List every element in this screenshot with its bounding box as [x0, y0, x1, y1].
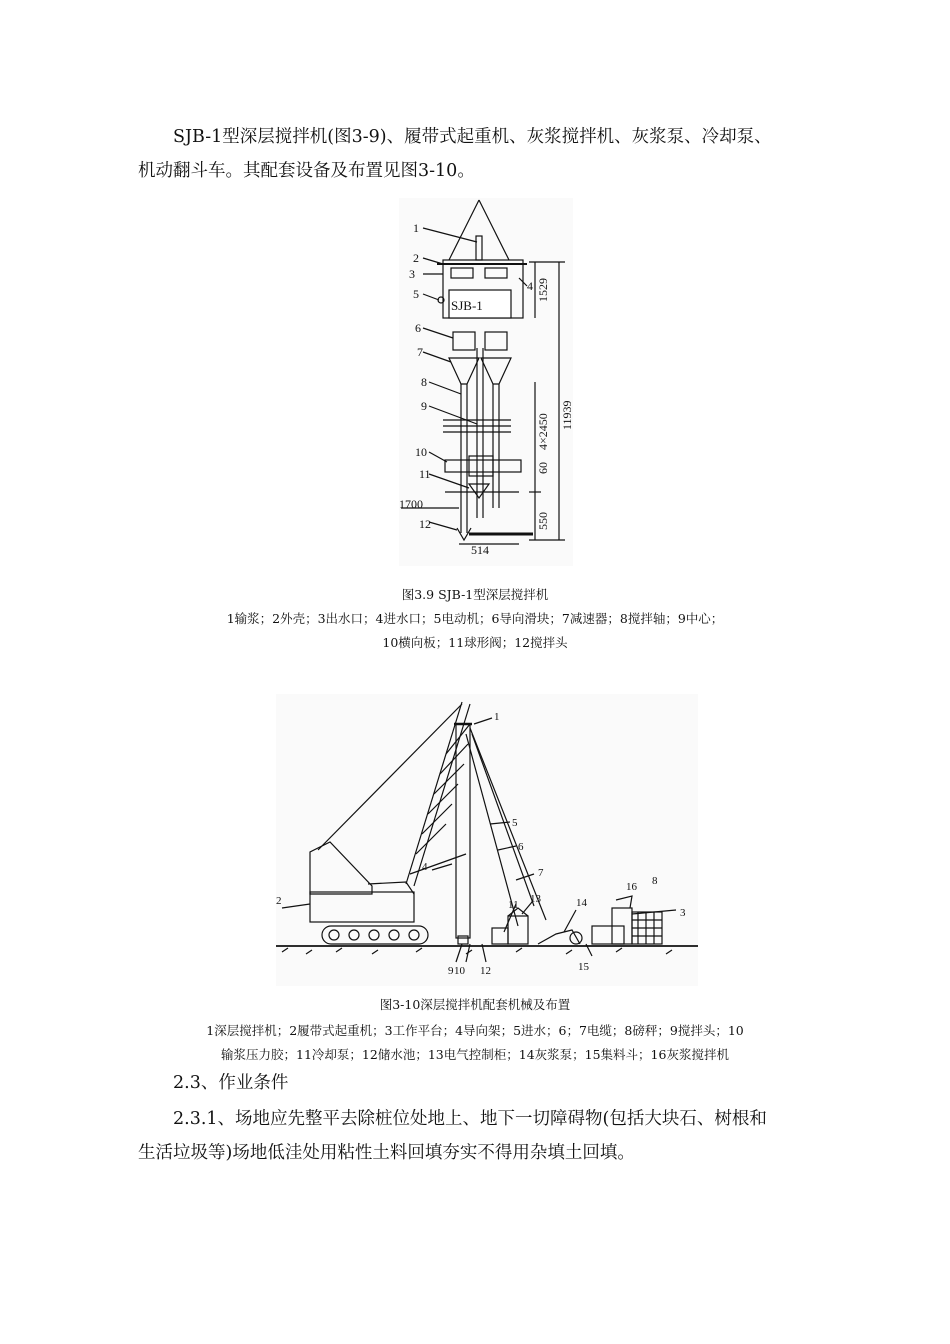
- fig2-label-3: 3: [680, 907, 686, 919]
- sjb1-machine-label: SJB-1: [451, 298, 483, 313]
- fig1-dim-4x2450: 4×2450: [536, 413, 550, 450]
- fig2-label-13: 13: [530, 893, 541, 905]
- fig2-label-7: 7: [538, 867, 544, 879]
- section-p1-line-1: 2.3.1、场地应先整平去除桩位处地上、地下一切障碍物(包括大块石、树根和: [173, 1109, 767, 1129]
- figure-sjb1-mixer: [399, 198, 573, 566]
- fig1-label-12: 12: [419, 517, 431, 531]
- fig2-label-8: 8: [652, 875, 658, 887]
- fig1-label-5: 5: [413, 287, 419, 301]
- fig1-label-4: 4: [527, 279, 533, 293]
- intro-line-1: SJB-1型深层搅拌机(图3-9)、履带式起重机、灰浆搅拌机、灰浆泵、冷却泵、: [173, 127, 772, 147]
- fig2-label-1: 1: [494, 711, 500, 723]
- fig1-dim-1529: 1529: [536, 278, 550, 302]
- section-paragraph: [138, 1102, 828, 1170]
- fig2-label-10: 10: [454, 965, 465, 977]
- figure2-caption-line-2: 输浆压力胶；11冷却泵；12储水池；13电气控制柜；14灰浆泵；15集料斗；16灰浆搅拌机: [221, 1047, 729, 1062]
- fig2-label-16: 16: [626, 881, 637, 893]
- fig1-dim-1700: 1700: [399, 497, 423, 511]
- fig2-label-2: 2: [276, 895, 282, 907]
- fig2-label-6: 6: [518, 841, 524, 853]
- fig1-label-10: 10: [415, 445, 427, 459]
- section-p1-line-2: 生活垃圾等)场地低洼处用粘性土料回填夯实不得用杂填土回填。: [138, 1143, 635, 1163]
- fig2-label-11: 11: [508, 899, 519, 911]
- figure1-caption-line-2: 10横向板；11球形阀；12搅拌头: [382, 635, 568, 650]
- fig1-dim-11939: 11939: [560, 400, 573, 430]
- fig2-label-9: 9: [448, 965, 454, 977]
- fig1-label-6: 6: [415, 321, 421, 335]
- figure1-caption-title: 图3.9 SJB-1型深层搅拌机: [401, 587, 549, 602]
- fig1-dim-514: 514: [471, 543, 489, 557]
- figure-equipment-layout: [276, 694, 698, 986]
- figure2-caption-title: 图3-10深层搅拌机配套机械及布置: [379, 997, 571, 1012]
- figure2-caption-line-1: 1深层搅拌机；2履带式起重机；3工作平台；4导向架；5进水；6；7电缆；8磅秤；9搅拌头；10: [206, 1023, 744, 1038]
- fig1-label-11: 11: [419, 467, 431, 481]
- fig1-label-3: 3: [409, 267, 415, 281]
- intro-paragraph: [138, 120, 828, 188]
- fig1-label-8: 8: [421, 375, 427, 389]
- fig1-dim-550: 550: [536, 512, 550, 530]
- fig2-label-5: 5: [512, 817, 518, 829]
- sjb1-mixer-drawing: [399, 198, 573, 566]
- fig2-label-4: 4: [422, 861, 428, 873]
- section-heading: 2.3、作业条件: [173, 1073, 289, 1093]
- fig1-label-1: 1: [413, 221, 419, 235]
- fig2-label-15: 15: [578, 961, 589, 973]
- fig1-dim-60: 60: [536, 462, 550, 474]
- figure1-caption-line-1: 1输浆；2外壳；3出水口；4进水口；5电动机；6导向滑块；7减速器；8搅拌轴；9中心；: [226, 611, 724, 626]
- intro-line-2: 机动翻斗车。其配套设备及布置见图3-10。: [138, 161, 475, 181]
- fig1-label-2: 2: [413, 251, 419, 265]
- fig2-label-14: 14: [576, 897, 587, 909]
- fig1-label-9: 9: [421, 399, 427, 413]
- equipment-layout-drawing: [276, 694, 698, 986]
- fig1-label-7: 7: [417, 345, 423, 359]
- fig2-label-12: 12: [480, 965, 491, 977]
